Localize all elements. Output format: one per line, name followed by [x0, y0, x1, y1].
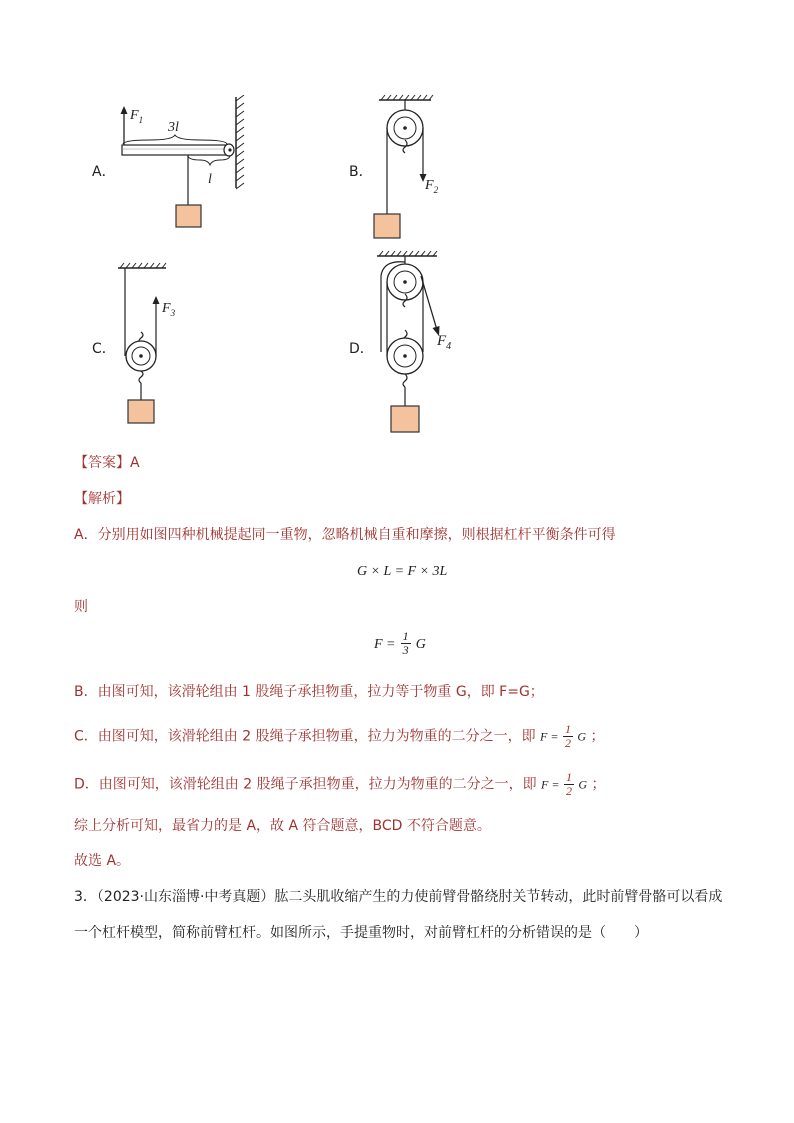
question3-line1: 3．（2023·山东淄博·中考真题）肱二头肌收缩产生的力使前臂骨骼绕肘关节转动，此时前臂骨骼可以看成 [74, 889, 723, 905]
figure-c-movable-pulley [110, 260, 200, 430]
weight-block [391, 406, 419, 432]
lever-bar [122, 145, 230, 155]
analysis-line-a: A．分别用如图四种机械提起同一重物，忽略机械自重和摩擦，则根据杠杆平衡条件可得 [74, 527, 616, 543]
option-b-label: B． [349, 164, 373, 180]
equation-balance: G × L = F × 3L [357, 564, 448, 579]
analysis-line-b: B．由图可知，该滑轮组由 1 股绳子承担物重，拉力等于物重 G，即 F=G； [74, 684, 544, 700]
answer-line [74, 452, 140, 472]
option-c-label: C． [92, 341, 116, 357]
figure-d-pulley-block [365, 248, 475, 438]
length-l-label: l [208, 172, 212, 187]
option-d-label: D． [349, 341, 374, 357]
hook-bottom [139, 371, 143, 383]
answer-value: A [130, 455, 140, 471]
fraction-one-half: $\frac{1}{2}$ [564, 722, 571, 750]
brace-l [188, 156, 230, 165]
fraction-one-half: $\frac{1}{2}$ [565, 770, 572, 798]
figure-a-lever [110, 95, 260, 235]
force-f4-label: $F_4$ [437, 333, 452, 352]
analysis-summary: 综上分析可知，最省力的是 A，故 A 符合题意，BCD 不符合题意。 [74, 818, 491, 834]
weight-block [374, 214, 400, 238]
equation-f-third: F = $\frac{1}{3}$ G [374, 629, 426, 657]
option-a-label: A． [92, 164, 116, 180]
hook-bottom [403, 374, 407, 387]
weight-block [176, 205, 201, 227]
length-3l-label: 3l [168, 120, 179, 135]
weight-block [128, 400, 154, 423]
figure-b-fixed-pulley [365, 92, 465, 242]
force-f3-label: $F_3$ [162, 301, 176, 318]
force-f1-label: $F_1$ [130, 108, 144, 125]
question3-line2: 一个杠杆模型，简称前臂杠杆。如图所示，手提重物时，对前臂杠杆的分析错误的是（ ） [74, 925, 648, 941]
fraction-one-third: $\frac{1}{3}$ [402, 629, 409, 657]
analysis-label: 【解析】 [74, 491, 130, 507]
analysis-line-c: C．由图可知，该滑轮组由 2 股绳子承担物重，拉力为物重的二分之一，即 F = $\frac{1}{2}$ G ； [74, 722, 605, 750]
answer-label: 【答案】 [74, 455, 130, 471]
analysis-then: 则 [74, 599, 88, 615]
wall-hatch [236, 95, 244, 189]
analysis-line-d: D．由图可知，该滑轮组由 2 股绳子承担物重，拉力为物重的二分之一，即 F = $\frac{1}{2}$ G ； [74, 770, 606, 798]
force-f2-label: $F_2$ [425, 178, 439, 195]
brace-3l [123, 135, 227, 144]
analysis-choice: 故选 A。 [74, 853, 131, 869]
